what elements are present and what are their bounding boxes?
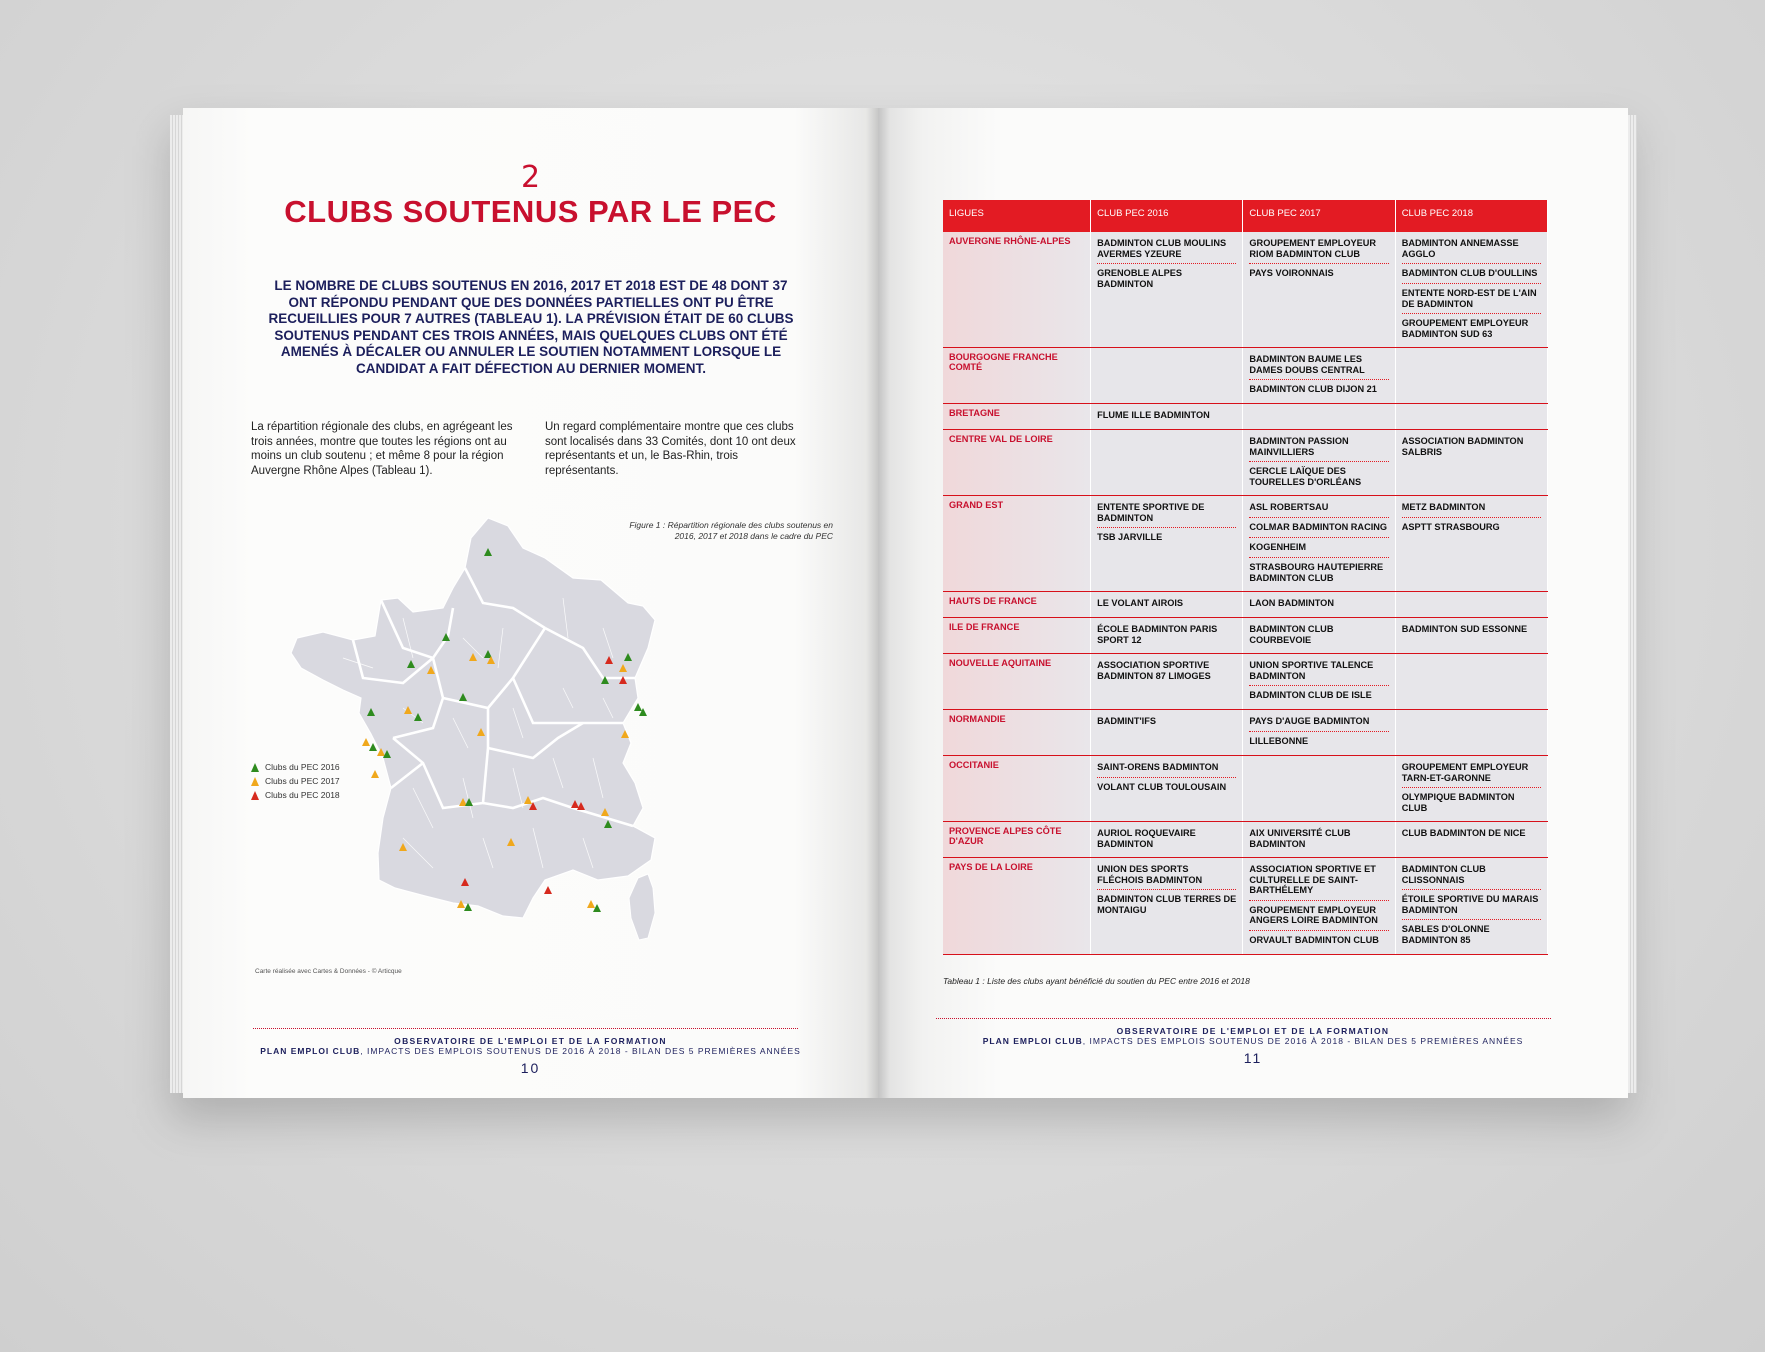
marker-2017 [587,900,595,908]
header-2018: CLUB PEC 2018 [1395,200,1547,232]
header-ligues: LIGUES [943,200,1091,232]
table-row [943,822,1548,858]
club-cell-2016 [1091,756,1243,822]
club-name: PAYS D'AUGE BADMINTON [1249,714,1388,732]
legend-item-2017: Clubs du PEC 2017 [251,774,340,788]
marker-2017 [371,770,379,778]
club-name: GROUPEMENT EMPLOYEUR RIOM BADMINTON CLUB [1249,236,1388,264]
club-cell-2017 [1243,404,1395,430]
club-name: BADMINTON CLUB TERRES DE MONTAIGU [1097,894,1237,915]
ligue-cell: ILE DE FRANCE [943,618,1091,654]
club-name: UNION SPORTIVE TALENCE BADMINTON [1249,658,1388,686]
club-cell-2018 [1395,756,1547,822]
club-cell-2016 [1091,822,1243,858]
chapter-number: 2 [520,160,541,195]
club-name: LILLEBONNE [1249,736,1309,746]
ligue-cell: PAYS DE LA LOIRE [943,858,1091,955]
club-name: VOLANT CLUB TOULOUSAIN [1097,782,1227,792]
legend-item-2016: Clubs du PEC 2016 [251,760,340,774]
ligue-cell: CENTRE VAL DE LOIRE [943,430,1091,496]
left-footer [183,1036,878,1076]
body-column-2: Un regard complémentaire montre que ces clubs sont localisés dans 33 Comités, dont 10 ont deux représentants et un, le Bas-Rhin, trois représentants. [545,421,796,477]
france-mainland-shape [291,518,655,918]
table-row [943,858,1548,955]
table-row [943,404,1548,430]
club-cell-2017 [1243,710,1395,756]
footer-report-title: PLAN EMPLOI CLUB, IMPACTS DES EMPLOIS SOUTENUS DE 2016 À 2018 - BILAN DES 5 PREMIÈRES ANNÉES [260,1046,801,1056]
book-gutter [866,108,890,1098]
club-name: METZ BADMINTON [1402,500,1541,518]
table-row [943,618,1548,654]
club-name: AIX UNIVERSITÉ CLUB BADMINTON [1249,828,1351,849]
club-cell-2017 [1243,496,1395,592]
club-name: BADMINTON CLUB DE ISLE [1249,690,1372,700]
club-name: BADMINTON CLUB DIJON 21 [1249,384,1377,394]
ligue-cell: NORMANDIE [943,710,1091,756]
club-name: ASL ROBERTSAU [1249,500,1388,518]
club-name: BADMINTON CLUB COURBEVOIE [1249,624,1334,645]
club-cell-2017 [1243,592,1395,618]
club-name: ÉTOILE SPORTIVE DU MARAIS BADMINTON [1402,892,1541,920]
club-cell-2017 [1243,822,1395,858]
club-cell-2017 [1243,348,1395,404]
header-2016: CLUB PEC 2016 [1091,200,1243,232]
club-name: STRASBOURG HAUTEPIERRE BADMINTON CLUB [1249,562,1384,583]
footer-org: OBSERVATOIRE DE L'EMPLOI ET DE LA FORMATION [394,1036,667,1046]
club-name: BADMINTON CLUB D'OULLINS [1402,266,1541,284]
table-row [943,232,1548,348]
table-row [943,592,1548,618]
club-name: TSB JARVILLE [1097,532,1163,542]
club-name: AURIOL ROQUEVAIRE BADMINTON [1097,828,1196,849]
table-row [943,496,1548,592]
legend-marker-2016 [251,763,259,772]
right-page [878,108,1628,1098]
club-name: ÉCOLE BADMINTON PARIS SPORT 12 [1097,624,1218,645]
ligue-cell: AUVERGNE RHÔNE-ALPES [943,232,1091,348]
club-name: ASPTT STRASBOURG [1401,522,1500,532]
club-cell-2016 [1091,430,1243,496]
club-name: COLMAR BADMINTON RACING [1249,520,1388,538]
club-cell-2018 [1395,654,1547,710]
club-cell-2018 [1395,348,1547,404]
club-name: ORVAULT BADMINTON CLUB [1249,934,1379,945]
club-name: ASSOCIATION SPORTIVE BADMINTON 87 LIMOGES [1097,660,1211,681]
lead-paragraph: LE NOMBRE DE CLUBS SOUTENUS EN 2016, 2017 ET 2018 EST DE 48 DONT 37 ONT RÉPONDU PENDANT QUE DES DONNÉES PARTIELLES ONT PU ÊTRE RECUEILLIES POUR 7 AUTRES (TABLEAU 1). LA PRÉVISION ÉTAIT DE 60 CLUBS SOUTENUS PENDANT CES TROIS ANNÉES, MAIS QUELQUES CLUBS ONT ÉTÉ AMENÉS À DÉCALER OU ANNULER LE SOUTIEN NOTAMMENT LORSQUE LE CANDIDAT A FAIT DÉFECTION AU DERNIER MOMENT. [268,278,794,376]
table-caption: Tableau 1 : Liste des clubs ayant bénéficié du soutien du PEC entre 2016 et 2018 [943,976,1250,986]
club-cell-2016 [1091,496,1243,592]
club-cell-2016 [1091,404,1243,430]
map-credit: Carte réalisée avec Cartes & Données - © Articque [255,968,402,975]
right-footer [878,1026,1628,1066]
club-name: KOGENHEIM [1249,540,1388,558]
ligue-cell: HAUTS DE FRANCE [943,592,1091,618]
table-header-row [943,200,1548,232]
club-cell-2016 [1091,232,1243,348]
ligue-cell: BOURGOGNE FRANCHE COMTÉ [943,348,1091,404]
club-name: ENTENTE SPORTIVE DE BADMINTON [1097,500,1236,528]
club-cell-2018 [1395,618,1547,654]
club-cell-2017 [1243,756,1395,822]
club-name: LAON BADMINTON [1249,598,1334,608]
footer-rule [936,1018,1551,1019]
club-name: ASSOCIATION BADMINTON SALBRIS [1401,436,1524,457]
ligue-cell: PROVENCE ALPES CÔTE D'AZUR [943,822,1091,858]
club-name: BADMINTON SUD ESSONNE [1401,624,1528,634]
header-2017: CLUB PEC 2017 [1243,200,1395,232]
page-number: 10 [520,1060,541,1076]
club-cell-2016 [1091,618,1243,654]
club-cell-2016 [1091,592,1243,618]
figure-caption: Figure 1 : Répartition régionale des clubs soutenus en 2016, 2017 et 2018 dans le cadre du PEC [629,520,833,541]
club-name: BADMINTON BAUME LES DAMES DOUBS CENTRAL [1249,352,1388,380]
page-edges-left [170,115,184,1093]
table-row [943,654,1548,710]
ligue-cell: OCCITANIE [943,756,1091,822]
chapter-title: CLUBS SOUTENUS PAR LE PEC [284,194,777,229]
legend-item-2018: Clubs du PEC 2018 [251,788,340,802]
club-cell-2018 [1395,822,1547,858]
club-name: BADMINTON PASSION MAINVILLIERS [1249,434,1388,462]
page-number: 11 [1243,1050,1263,1066]
club-cell-2016 [1091,348,1243,404]
club-name: ENTENTE NORD-EST DE L'AIN DE BADMINTON [1402,286,1541,314]
marker-2017 [362,738,370,746]
table-row [943,756,1548,822]
club-name: LE VOLANT AIROIS [1097,598,1184,608]
club-name: PAYS VOIRONNAIS [1249,268,1334,278]
club-name: SAINT-ORENS BADMINTON [1097,760,1236,778]
club-name: BADMINTON CLUB CLISSONNAIS [1402,862,1541,890]
ligue-cell: BRETAGNE [943,404,1091,430]
club-name: CERCLE LAÏQUE DES TOURELLES D'ORLÉANS [1249,466,1362,487]
club-name: OLYMPIQUE BADMINTON CLUB [1401,792,1515,813]
club-cell-2016 [1091,710,1243,756]
footer-org: OBSERVATOIRE DE L'EMPLOI ET DE LA FORMATION [1116,1026,1390,1036]
club-name: GRENOBLE ALPES BADMINTON [1097,268,1183,289]
club-name: UNION DES SPORTS FLÉCHOIS BADMINTON [1097,862,1236,890]
club-cell-2018 [1395,858,1547,955]
club-name: ASSOCIATION SPORTIVE ET CULTURELLE DE SAINT-BARTHÉLEMY [1249,862,1388,901]
marker-2016 [634,703,642,711]
ligue-cell: NOUVELLE AQUITAINE [943,654,1091,710]
club-name: CLUB BADMINTON DE NICE [1401,828,1526,838]
club-cell-2018 [1395,592,1547,618]
legend-marker-2018 [251,791,259,800]
club-cell-2016 [1091,858,1243,955]
club-name: BADMINTON ANNEMASSE AGGLO [1402,236,1541,264]
club-name: GROUPEMENT EMPLOYEUR TARN-ET-GARONNE [1402,760,1541,788]
table-row [943,348,1548,404]
legend-marker-2017 [251,777,259,786]
club-name: SABLES D'OLONNE BADMINTON 85 [1401,924,1490,945]
footer-report-title: PLAN EMPLOI CLUB, IMPACTS DES EMPLOIS SOUTENUS DE 2016 À 2018 - BILAN DES 5 PREMIÈRES ANNÉES [982,1036,1524,1046]
club-cell-2017 [1243,858,1395,955]
map-legend [251,760,340,802]
club-cell-2017 [1243,430,1395,496]
club-cell-2017 [1243,618,1395,654]
club-cell-2018 [1395,710,1547,756]
clubs-table [943,200,1548,955]
table-row [943,430,1548,496]
club-cell-2017 [1243,654,1395,710]
club-name: GROUPEMENT EMPLOYEUR ANGERS LOIRE BADMINTON [1249,903,1388,931]
club-cell-2018 [1395,496,1547,592]
club-cell-2017 [1243,232,1395,348]
left-page [183,108,878,1098]
club-name: BADMINTON CLUB MOULINS AVERMES YZEURE [1097,236,1236,264]
ligue-cell: GRAND EST [943,496,1091,592]
club-cell-2016 [1091,654,1243,710]
club-cell-2018 [1395,430,1547,496]
club-cell-2018 [1395,232,1547,348]
footer-rule [253,1028,798,1029]
corsica-shape [629,874,655,940]
marker-2018 [544,886,552,894]
table-body [943,232,1548,954]
table-row [943,710,1548,756]
club-name: BADMINT'IFS [1097,716,1156,726]
body-column-1: La répartition régionale des clubs, en agrégeant les trois années, montre que toutes les régions ont au moins un club soutenu ; et même 8 pour la région Auvergne Rhône Alpes (Tableau 1). [251,421,513,477]
club-name: GROUPEMENT EMPLOYEUR BADMINTON SUD 63 [1401,318,1529,339]
club-name: FLUME ILLE BADMINTON [1097,410,1210,420]
club-cell-2018 [1395,404,1547,430]
france-map [283,508,763,1048]
